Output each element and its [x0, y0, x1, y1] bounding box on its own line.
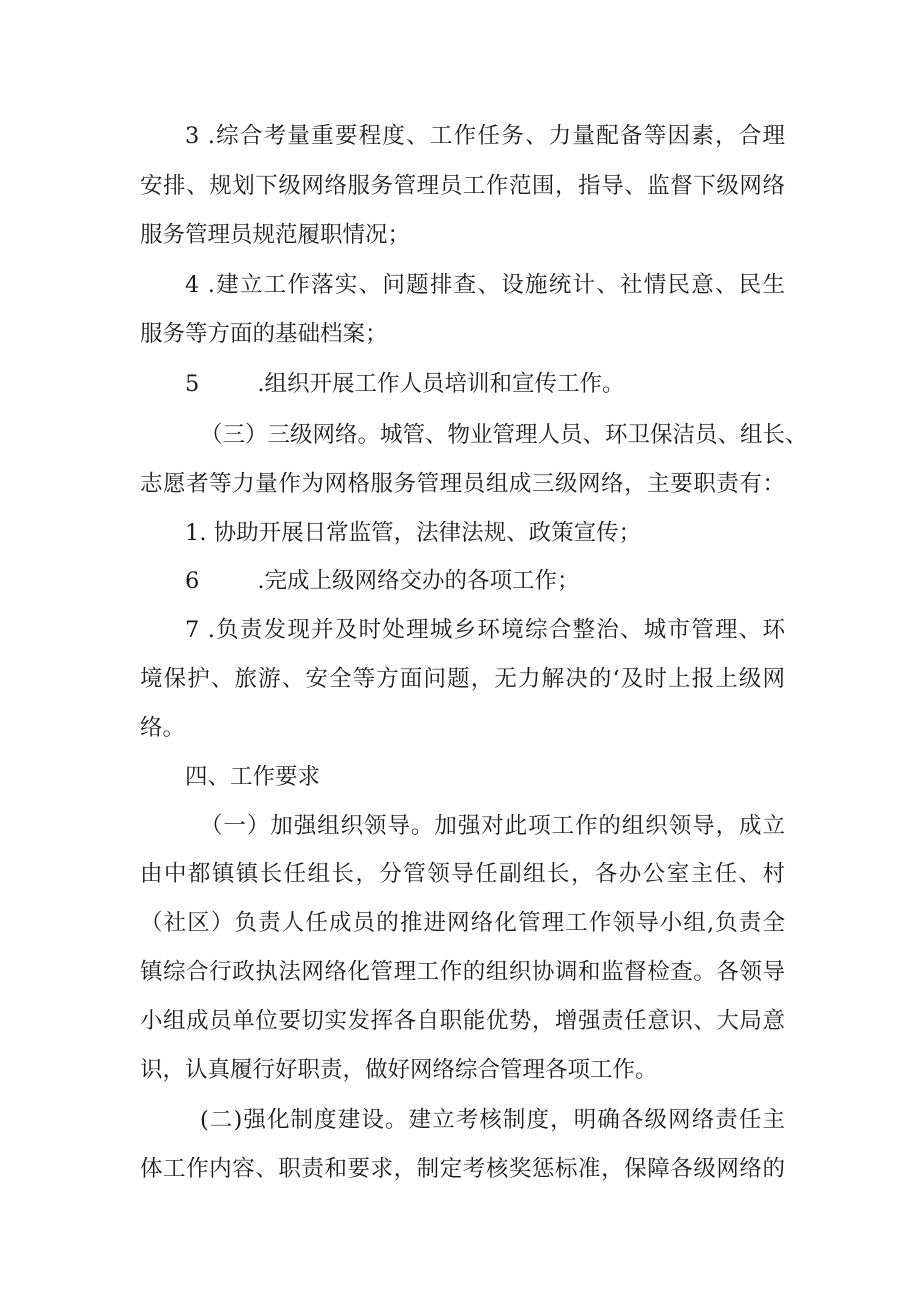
list-number: 5 — [185, 371, 200, 397]
text-line: 安排、规划下级网络服务管理员工作范围，指导、监督下级网络 — [140, 173, 785, 199]
text-line: (二)强化制度建设。建立考核制度，明确各级网络责任主 — [200, 1107, 785, 1133]
text-line: （一）加强组织领导。加强对此项工作的组织领导，成立 — [200, 813, 785, 839]
text-line: 1. 协助开展日常监管，法律法规、政策宣传； — [185, 520, 642, 546]
text-line: 镇综合行政执法网络化管理工作的组织协调和监督检查。各领导 — [140, 959, 785, 985]
text-line: （三）三级网络。城管、物业管理人员、环卫保洁员、组长、 — [200, 422, 808, 448]
text-line: 4 .建立工作落实、问题排查、设施统计、社情民意、民生 — [185, 272, 785, 298]
text-line: 识，认真履行好职责，做好网络综合管理各项工作。 — [140, 1057, 658, 1083]
text-line: 络。 — [140, 715, 186, 741]
text-line: 3 .综合考量重要程度、工作任务、力量配备等因素，合理 — [185, 123, 785, 149]
text-line: 服务管理员规范履职情况； — [140, 222, 411, 248]
numbered-line — [185, 369, 785, 399]
list-number: 6 — [185, 568, 200, 594]
text-line: 小组成员单位要切实发挥各自职能优势，增强责任意识、大局意 — [140, 1008, 785, 1034]
list-text: .完成上级网络交办的各项工作； — [257, 568, 580, 594]
section-heading: 四、工作要求 — [185, 764, 321, 790]
numbered-line — [185, 566, 785, 596]
text-line: 7 .负责发现并及时处理城乡环境综合整治、城市管理、环 — [185, 617, 785, 643]
list-text: .组织开展工作人员培训和宣传工作。 — [257, 371, 625, 397]
text-line: （社区）负责人任成员的推进网络化管理工作领导小组,负责全 — [140, 910, 785, 936]
text-line: 境保护、旅游、安全等方面问题，无力解决的‘及时上报上级网 — [140, 666, 785, 692]
text-line: 服务等方面的基础档案； — [140, 321, 388, 347]
text-line: 志愿者等力量作为网格服务管理员组成三级网络，主要职责有： — [140, 471, 785, 497]
text-line: 体工作内容、职责和要求，制定考核奖惩标准，保障各级网络的 — [140, 1156, 785, 1182]
text-line: 由中都镇镇长任组长，分管领导任副组长，各办公室主任、村 — [140, 861, 785, 887]
